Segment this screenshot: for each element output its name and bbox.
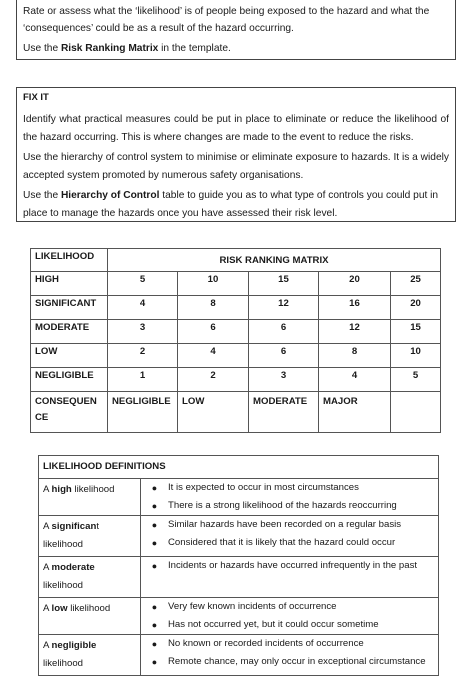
- matrix-cell: 3: [249, 368, 319, 392]
- term-prefix: A: [43, 640, 52, 651]
- term-suffix: t likelihood: [43, 521, 99, 550]
- matrix-cell: 4: [178, 344, 249, 368]
- matrix-cell: 5: [108, 272, 178, 296]
- matrix-cell: 20: [391, 296, 441, 320]
- intro-line-2: ‘consequences’ could be as a result of the hazard occurring.: [23, 23, 294, 34]
- definition-bullets: [141, 598, 439, 635]
- matrix-cell: 20: [319, 272, 391, 296]
- fixit-paragraph-2: Use the hierarchy of control system to minimise or eliminate exposure to hazards. It is a widely accepted system promoted by numerous safety organisations.: [23, 152, 449, 181]
- intro-line-1: Rate or assess what the ‘likelihood’ is of people being exposed to the hazard and what the: [23, 6, 430, 17]
- bullet-item: [141, 616, 438, 634]
- bullet-item: [141, 635, 438, 653]
- matrix-row-moderate: [31, 320, 441, 344]
- bullet-item: [141, 653, 438, 671]
- matrix-row-low: [31, 344, 441, 368]
- bullet-text: It is expected to occur in most circumstances: [168, 482, 359, 493]
- term-prefix: A: [43, 521, 52, 532]
- matrix-row-negligible: [31, 368, 441, 392]
- bullet-text: No known or recorded incidents of occurrence: [168, 638, 364, 649]
- bullet-icon: ●: [151, 520, 158, 530]
- definition-row-significant: [39, 516, 439, 557]
- matrix-cell: 15: [391, 320, 441, 344]
- matrix-cell: 5: [391, 368, 441, 392]
- definition-row-negligible: [39, 635, 439, 676]
- matrix-cell: 12: [249, 296, 319, 320]
- definitions-header-row: [39, 456, 439, 479]
- bullet-text: Incidents or hazards have occurred infrequently in the past: [168, 560, 418, 571]
- matrix-row-label: LOW: [31, 344, 108, 368]
- matrix-cell: 6: [178, 320, 249, 344]
- definition-term: [39, 557, 141, 598]
- intro-line-3: [23, 40, 449, 57]
- matrix-cell: 4: [319, 368, 391, 392]
- bullet-icon: ●: [151, 538, 158, 548]
- matrix-cell: 16: [319, 296, 391, 320]
- definition-term: [39, 635, 141, 676]
- term-bold: moderate: [51, 562, 95, 573]
- bullet-text: Similar hazards have been recorded on a regular basis: [168, 519, 402, 530]
- fixit-box: [16, 87, 456, 222]
- fixit-heading: FIX IT: [23, 92, 49, 103]
- risk-ranking-matrix-ref: Risk Ranking Matrix: [60, 43, 159, 54]
- consequence-label-line-1: CONSEQUEN: [35, 396, 97, 407]
- term-prefix: A: [43, 562, 52, 573]
- matrix-row-label: HIGH: [31, 272, 108, 296]
- likelihood-header: LIKELIHOOD: [31, 249, 108, 272]
- fixit-paragraph-3-pre: Use the: [23, 190, 61, 201]
- term-prefix: A: [43, 603, 52, 614]
- definition-bullets: [141, 635, 439, 676]
- bullet-text: Remote chance, may only occur in exceptional circumstance: [168, 656, 426, 667]
- consequence-label: [31, 392, 108, 433]
- term-prefix: A: [43, 484, 52, 495]
- consequence-major: MAJOR: [319, 392, 391, 433]
- consequence-label-line-2: CE: [35, 412, 49, 423]
- bullet-item: [141, 497, 438, 515]
- intro-box: [16, 0, 456, 60]
- definition-row-low: [39, 598, 439, 635]
- matrix-cell: 25: [391, 272, 441, 296]
- matrix-cell: 8: [319, 344, 391, 368]
- bullet-item: [141, 479, 438, 497]
- fixit-paragraph-3: [23, 187, 449, 222]
- matrix-cell: 3: [108, 320, 178, 344]
- term-suffix: likelihood: [43, 580, 84, 591]
- matrix-row-label: SIGNIFICANT: [31, 296, 108, 320]
- bullet-text: Considered that it is likely that the hazard could occur: [168, 537, 396, 548]
- consequence-moderate: MODERATE: [249, 392, 319, 433]
- matrix-cell: 10: [391, 344, 441, 368]
- bullet-icon: ●: [151, 602, 158, 612]
- definition-term: [39, 516, 141, 557]
- matrix-cell: 2: [108, 344, 178, 368]
- bullet-text: There is a strong likelihood of the hazards reoccurring: [168, 500, 397, 511]
- term-suffix: likelihood: [67, 603, 111, 614]
- matrix-cell: 10: [178, 272, 249, 296]
- matrix-consequence-row: [31, 392, 441, 433]
- bullet-icon: ●: [151, 620, 158, 630]
- bullet-text: Very few known incidents of occurrence: [168, 601, 337, 612]
- term-bold: negligible: [51, 640, 97, 651]
- bullet-icon: ●: [151, 657, 158, 667]
- matrix-cell: 6: [249, 344, 319, 368]
- matrix-row-high: [31, 272, 441, 296]
- matrix-cell: 2: [178, 368, 249, 392]
- definition-bullets: [141, 516, 439, 557]
- term-suffix: likelihood: [43, 658, 84, 669]
- matrix-cell: 15: [249, 272, 319, 296]
- definitions-heading: LIKELIHOOD DEFINITIONS: [39, 456, 439, 479]
- matrix-header-row: [31, 249, 441, 272]
- definition-term: [39, 598, 141, 635]
- bullet-icon: ●: [151, 501, 158, 511]
- matrix-row-label: MODERATE: [31, 320, 108, 344]
- bullet-icon: ●: [151, 561, 158, 571]
- definition-bullets: [141, 557, 439, 598]
- definition-term: [39, 479, 141, 516]
- intro-line-3-post: in the template.: [158, 43, 231, 54]
- term-bold: high: [51, 484, 72, 495]
- definition-row-high: [39, 479, 439, 516]
- bullet-text: Has not occurred yet, but it could occur sometime: [168, 619, 379, 630]
- matrix-cell: 6: [249, 320, 319, 344]
- matrix-cell: 8: [178, 296, 249, 320]
- hierarchy-of-control-ref: Hierarchy of Control: [60, 190, 160, 201]
- bullet-item: [141, 557, 438, 575]
- term-bold: low: [51, 603, 68, 614]
- matrix-cell: 1: [108, 368, 178, 392]
- consequence-empty: [391, 392, 441, 433]
- fixit-paragraph-1: Identify what practical measures could be put in place to eliminate or reduce the likelihood of the hazard occurring. This is where changes are made to the event to reduce the risks.: [23, 114, 449, 143]
- matrix-cell: 12: [319, 320, 391, 344]
- matrix-cell: 4: [108, 296, 178, 320]
- bullet-item: [141, 534, 438, 552]
- bullet-icon: ●: [151, 639, 158, 649]
- consequence-negligible: NEGLIGIBLE: [108, 392, 178, 433]
- likelihood-definitions-table: [38, 455, 439, 676]
- bullet-item: [141, 598, 438, 616]
- matrix-title: RISK RANKING MATRIX: [108, 249, 441, 272]
- term-bold: significan: [51, 521, 97, 532]
- fixit-paragraph-3-post: table to guide you as to what type of controls you could put in place to manage the hazards once you have assessed their risk level.: [23, 190, 439, 219]
- consequence-low: LOW: [178, 392, 249, 433]
- definition-row-moderate: [39, 557, 439, 598]
- definition-bullets: [141, 479, 439, 516]
- term-suffix: likelihood: [71, 484, 115, 495]
- bullet-item: [141, 516, 438, 534]
- matrix-row-significant: [31, 296, 441, 320]
- intro-line-3-pre: Use the: [23, 43, 61, 54]
- matrix-row-label: NEGLIGIBLE: [31, 368, 108, 392]
- risk-ranking-matrix-table: [30, 248, 441, 433]
- bullet-icon: ●: [151, 483, 158, 493]
